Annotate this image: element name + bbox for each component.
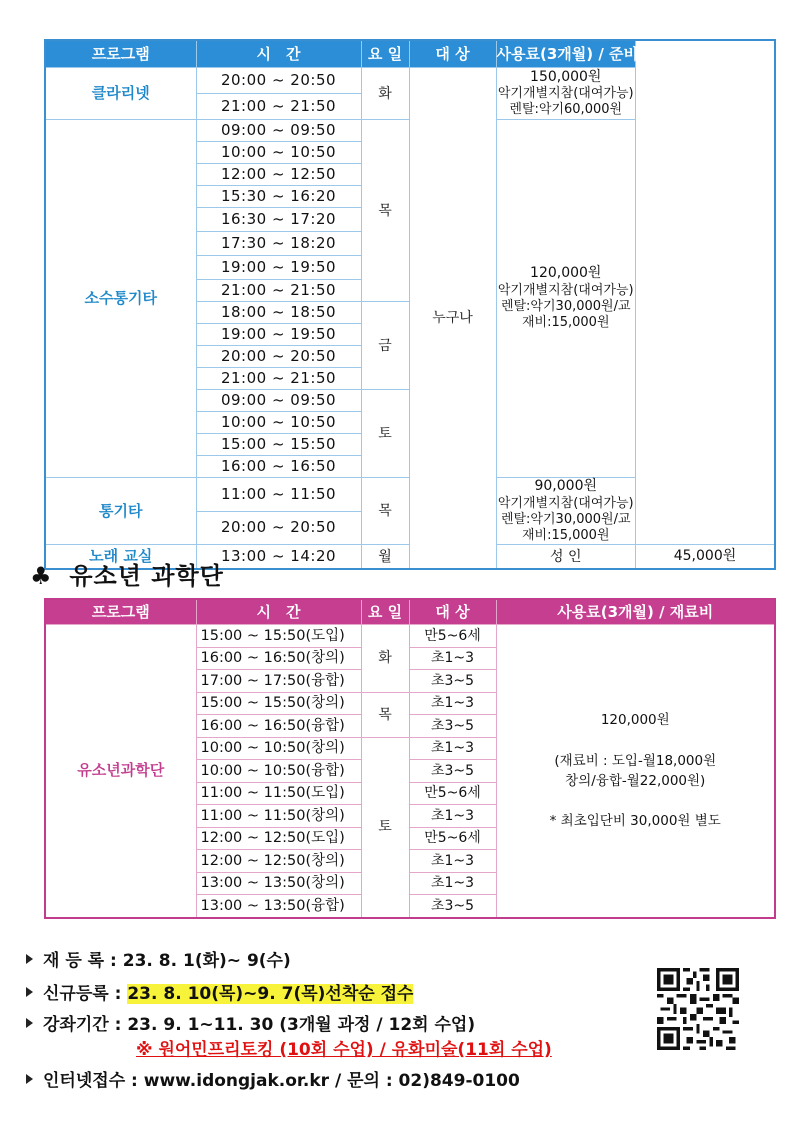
fee-youth-science <box>496 625 775 918</box>
info-value: 23. 8. 1(화)~ 9(수) <box>122 951 291 971</box>
info-label: 강좌기간 : <box>43 1015 122 1035</box>
triangle-right-icon <box>26 1074 33 1084</box>
target-cell: 초1~3 <box>409 872 496 895</box>
time-cell: 15:00 ~ 15:50(창의) <box>196 692 361 715</box>
header-program: 프로그램 <box>45 40 196 68</box>
time-cell: 13:00 ~ 14:20 <box>196 545 361 569</box>
time-cell: 17:00 ~ 17:50(융합) <box>196 670 361 693</box>
info-label: 재 등 록 : <box>43 951 117 971</box>
time-cell: 20:00 ~ 20:50 <box>196 346 361 368</box>
time-cell: 18:00 ~ 18:50 <box>196 302 361 324</box>
fee-line: 악기개별지참(대여가능) <box>497 282 634 298</box>
time-cell: 15:30 ~ 16:20 <box>196 186 361 208</box>
target-cell: 초1~3 <box>409 737 496 760</box>
period-note: ※ 원어민프리토킹 (10회 수업) / 유화미술(11회 수업) <box>136 1040 552 1060</box>
time-cell: 13:00 ~ 13:50(융합) <box>196 895 361 918</box>
fee-singing <box>636 545 776 569</box>
day-cell: 화 <box>361 68 409 120</box>
fee-line: 악기개별지참(대여가능) <box>497 495 634 511</box>
table-row <box>45 625 775 648</box>
fee-clarinet <box>496 68 636 120</box>
music-schedule-table <box>44 39 776 570</box>
fee-line: 렌탈:악기30,000원/교재비:15,000원 <box>500 299 631 331</box>
target-adult: 성 인 <box>496 545 636 569</box>
info-value: 23. 9. 1~11. 30 (3개월 과정 / 12회 수업) <box>127 1015 476 1035</box>
qr-code-icon[interactable] <box>657 968 739 1050</box>
time-cell: 10:00 ~ 10:50(창의) <box>196 737 361 760</box>
day-cell: 화 <box>361 625 409 693</box>
header-program: 프로그램 <box>45 599 196 625</box>
fee-price: 120,000원 <box>530 265 602 282</box>
header-day: 요 일 <box>361 599 409 625</box>
time-cell: 19:00 ~ 19:50 <box>196 324 361 346</box>
info-reregister <box>26 946 291 971</box>
day-cell: 토 <box>361 737 409 918</box>
day-cell: 토 <box>361 390 409 478</box>
info-value: www.idongjak.or.kr / 문의 : 02)849-0100 <box>143 1071 520 1091</box>
fee-ukulele <box>496 120 636 478</box>
target-cell: 만5~6세 <box>409 625 496 648</box>
time-cell: 15:00 ~ 15:50(도입) <box>196 625 361 648</box>
fee-line: 렌탈:악기30,000원/교재비:15,000원 <box>500 511 631 543</box>
target-cell: 초1~3 <box>409 692 496 715</box>
time-cell: 10:00 ~ 10:50 <box>196 142 361 164</box>
fee-price: 45,000원 <box>673 547 737 564</box>
fee-detail: 창의/융합-월22,000원) <box>565 772 706 789</box>
time-cell: 21:00 ~ 21:50 <box>196 368 361 390</box>
info-internet <box>26 1066 520 1091</box>
fee-guitar <box>496 478 636 545</box>
day-cell: 목 <box>361 692 409 737</box>
time-cell: 10:00 ~ 10:50(융합) <box>196 760 361 783</box>
time-cell: 12:00 ~ 12:50(도입) <box>196 827 361 850</box>
header-time: 시 간 <box>196 599 361 625</box>
info-label: 신규등록 : <box>43 984 122 1004</box>
target-cell: 초1~3 <box>409 805 496 828</box>
time-cell: 19:00 ~ 19:50 <box>196 256 361 280</box>
header-day: 요 일 <box>361 40 409 68</box>
info-new-register <box>26 979 413 1004</box>
triangle-right-icon <box>26 1018 33 1028</box>
header-fee: 사용료(3개월) / 준비물 <box>496 40 636 68</box>
header-target: 대 상 <box>409 599 496 625</box>
time-cell: 20:00 ~ 20:50 <box>196 68 361 94</box>
program-guitar: 통기타 <box>45 478 196 545</box>
fee-price: 90,000원 <box>534 478 597 494</box>
table-header-row <box>45 599 775 625</box>
info-period-note <box>136 1035 552 1060</box>
header-target: 대 상 <box>409 40 496 68</box>
program-ukulele: 소수통기타 <box>45 120 196 478</box>
day-cell: 목 <box>361 120 409 302</box>
time-cell: 09:00 ~ 09:50 <box>196 120 361 142</box>
time-cell: 09:00 ~ 09:50 <box>196 390 361 412</box>
info-value-highlighted: 23. 8. 10(목)~9. 7(목)선착순 접수 <box>127 984 414 1004</box>
header-time: 시 간 <box>196 40 361 68</box>
program-singing: 노래 교실 <box>45 545 196 569</box>
target-cell: 초3~5 <box>409 895 496 918</box>
time-cell: 21:00 ~ 21:50 <box>196 280 361 302</box>
day-cell: 월 <box>361 545 409 569</box>
time-cell: 16:00 ~ 16:50(창의) <box>196 647 361 670</box>
triangle-right-icon <box>26 954 33 964</box>
section-title-text: 유소년 과학단 <box>69 562 224 590</box>
time-cell: 12:00 ~ 12:50 <box>196 164 361 186</box>
fee-note: * 최초입단비 30,000원 별도 <box>549 813 721 830</box>
info-period <box>26 1010 475 1035</box>
time-cell: 13:00 ~ 13:50(창의) <box>196 872 361 895</box>
day-cell: 금 <box>361 302 409 390</box>
time-cell: 10:00 ~ 10:50 <box>196 412 361 434</box>
time-cell: 16:30 ~ 17:20 <box>196 208 361 232</box>
triangle-right-icon <box>26 987 33 997</box>
fee-line: 악기개별지참(대여가능) <box>497 86 634 101</box>
target-cell: 초1~3 <box>409 850 496 873</box>
table-header-row <box>45 40 775 68</box>
program-youth-science: 유소년과학단 <box>45 625 196 918</box>
table-row <box>45 68 775 94</box>
time-cell: 11:00 ~ 11:50(도입) <box>196 782 361 805</box>
time-cell: 20:00 ~ 20:50 <box>196 511 361 545</box>
target-cell: 초3~5 <box>409 715 496 738</box>
fee-price: 120,000원 <box>600 712 670 728</box>
target-cell: 초1~3 <box>409 647 496 670</box>
target-cell: 초3~5 <box>409 670 496 693</box>
time-cell: 11:00 ~ 11:50 <box>196 478 361 512</box>
club-suit-icon: ♣ <box>30 562 53 590</box>
time-cell: 21:00 ~ 21:50 <box>196 94 361 120</box>
target-cell: 만5~6세 <box>409 782 496 805</box>
target-everyone: 누구나 <box>409 68 496 569</box>
fee-line: 렌탈:악기60,000원 <box>509 102 623 118</box>
time-cell: 15:00 ~ 15:50 <box>196 434 361 456</box>
target-cell: 초3~5 <box>409 760 496 783</box>
time-cell: 16:00 ~ 16:50 <box>196 456 361 478</box>
time-cell: 12:00 ~ 12:50(창의) <box>196 850 361 873</box>
info-label: 인터넷접수 : <box>43 1071 138 1091</box>
program-clarinet: 클라리넷 <box>45 68 196 120</box>
science-schedule-table <box>44 598 776 919</box>
time-cell: 16:00 ~ 16:50(융합) <box>196 715 361 738</box>
target-cell: 만5~6세 <box>409 827 496 850</box>
fee-detail: (재료비 : 도입-월18,000원 <box>554 752 717 769</box>
day-cell: 목 <box>361 478 409 545</box>
time-cell: 11:00 ~ 11:50(창의) <box>196 805 361 828</box>
fee-price: 150,000원 <box>530 68 602 85</box>
header-fee: 사용료(3개월) / 재료비 <box>496 599 775 625</box>
time-cell: 17:30 ~ 18:20 <box>196 232 361 256</box>
section-title <box>30 556 224 591</box>
